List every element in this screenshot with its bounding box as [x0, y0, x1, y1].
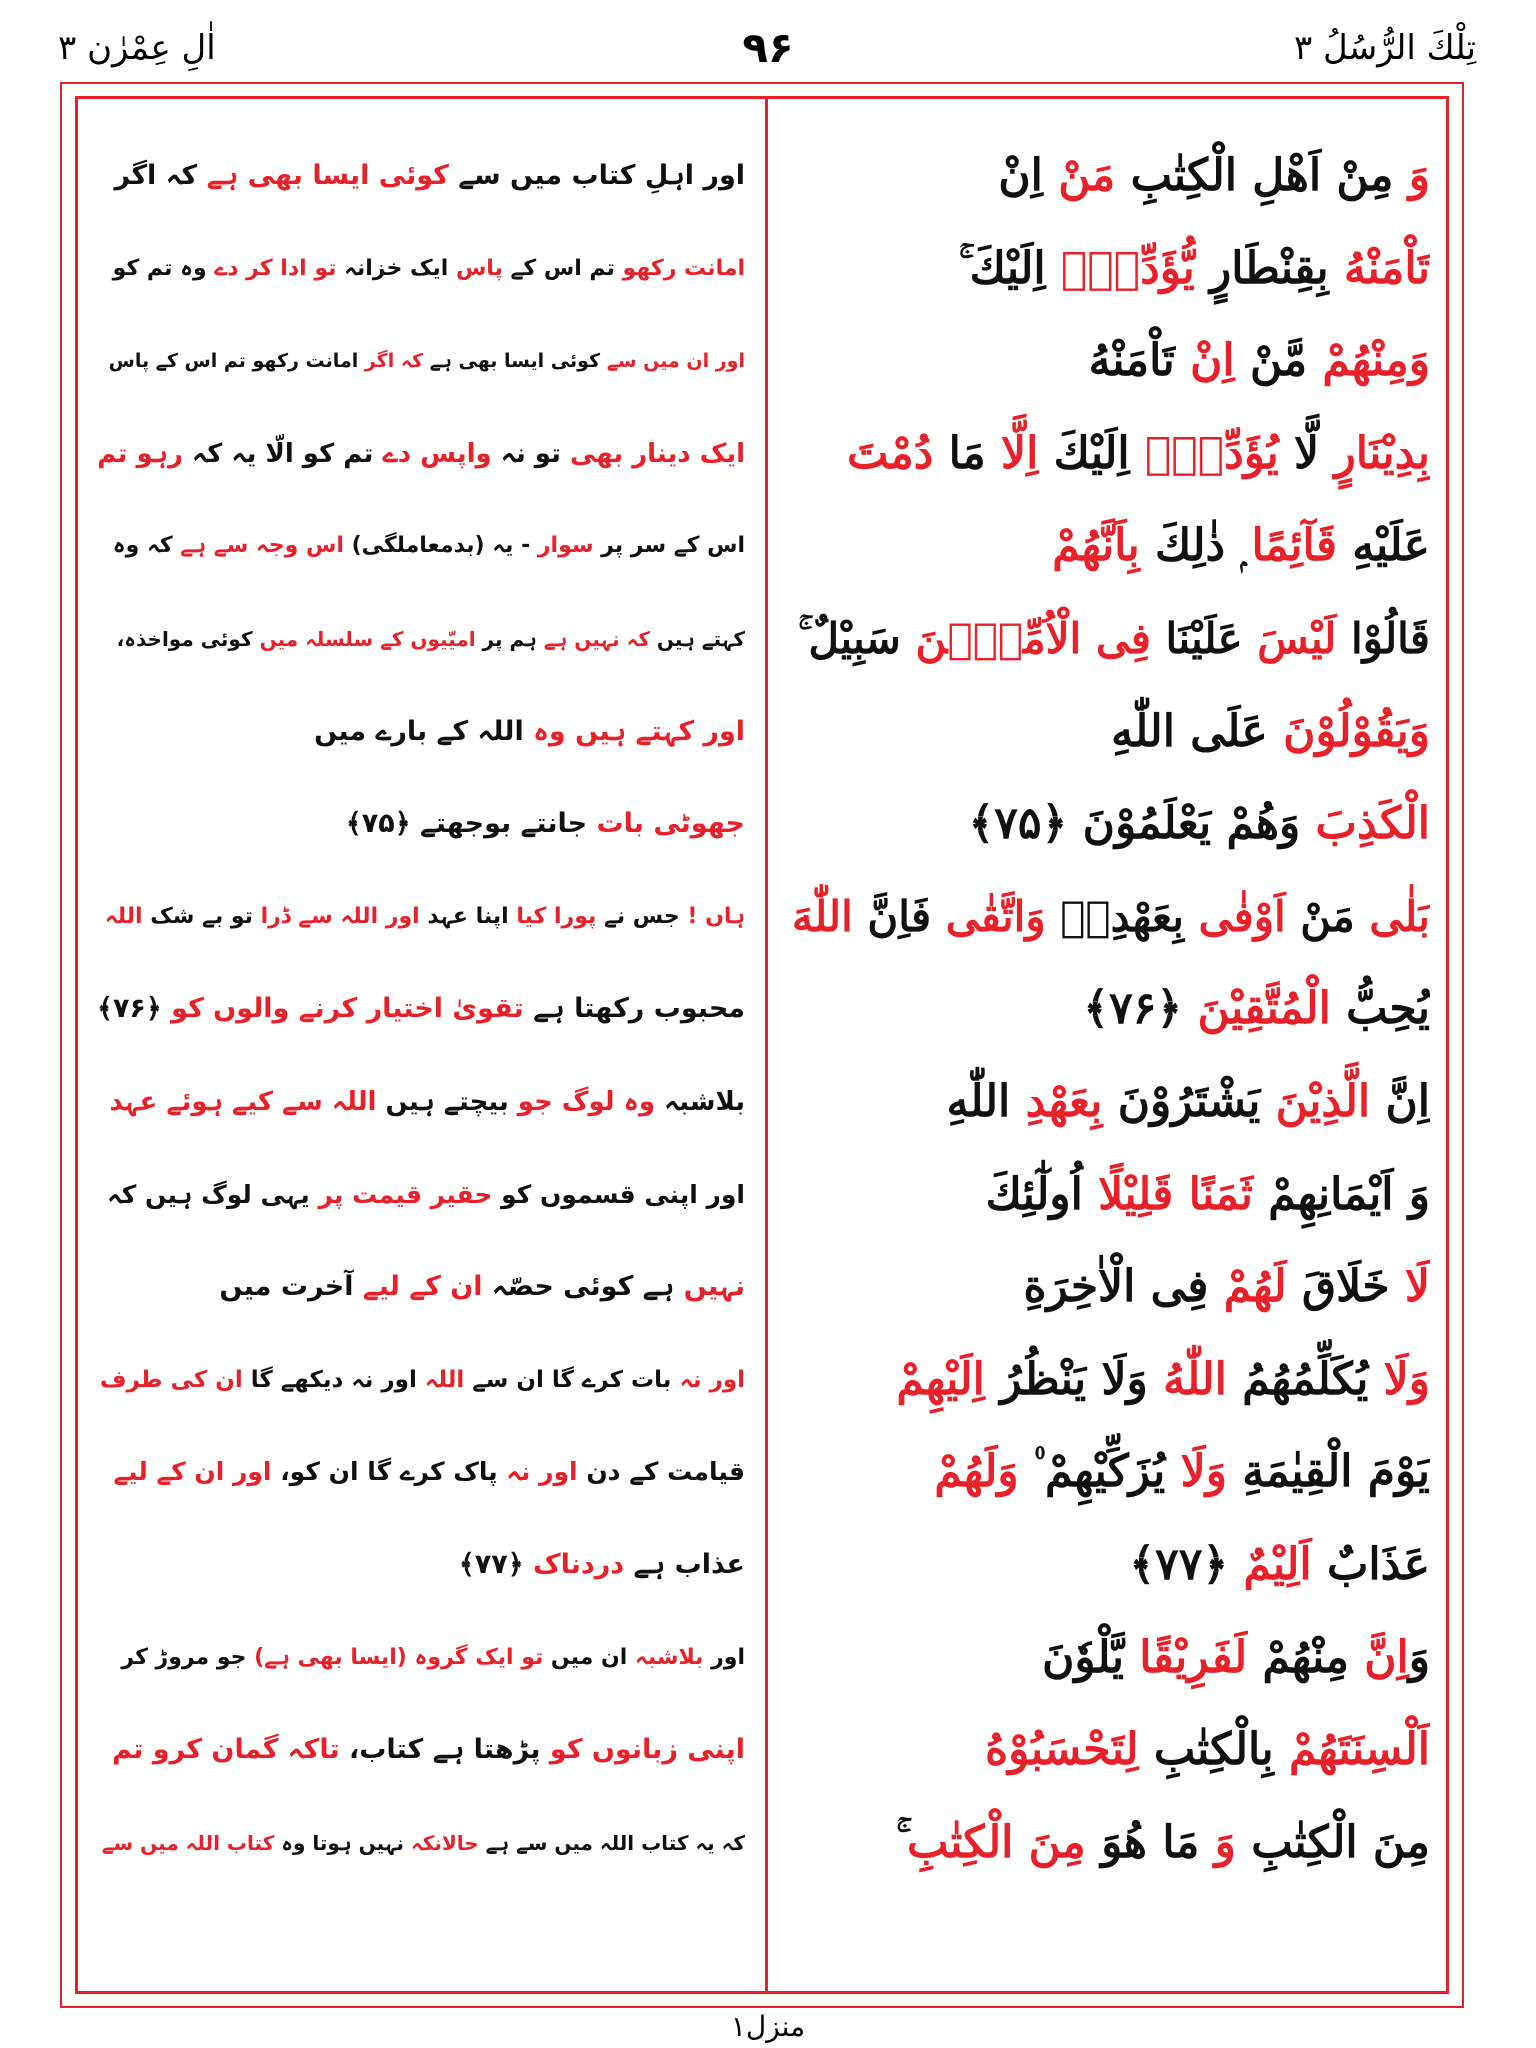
arabic-verse-line-segment: يُكَلِّمُهُمُ — [1226, 1353, 1384, 1405]
arabic-verse-line — [790, 1797, 1430, 1890]
urdu-translation-line — [95, 500, 745, 593]
arabic-verse-line-segment: عَلَى اللّٰهِ — [1111, 705, 1284, 757]
arabic-verse-line-segment: بِدِيْنَارٍ — [1334, 427, 1430, 479]
arabic-verse-line — [790, 500, 1430, 593]
arabic-verse-line-segment: وَ اَيْمَانِهِمْ — [1252, 1168, 1430, 1220]
urdu-translation-line-segment: جھوٹی بات — [596, 808, 745, 840]
urdu-translation-line-segment: اللہ سے کیے ہوئے عہد — [109, 1086, 377, 1117]
urdu-translation-line-segment: کہ اگر — [364, 350, 424, 373]
arabic-verse-line-segment: ۭ ذٰلِكَ — [1139, 520, 1252, 572]
arabic-verse-line-segment: اِلَّا — [1000, 427, 1039, 479]
urdu-translation-line-segment: بات کرے گا ان سے — [464, 1366, 680, 1393]
arabic-verse-line-segment: ﴿۷۶﴾ — [1083, 983, 1198, 1035]
urdu-translation-line-segment: اپنی زبانوں کو — [549, 1734, 745, 1766]
urdu-translation-line-segment: تو بے شک — [142, 903, 261, 929]
arabic-verse-line-segment: مَّنْ — [1234, 335, 1323, 387]
urdu-translation-line-segment: امانت رکھو — [622, 255, 745, 281]
arabic-verse-line-segment: اَلِيْمٌ — [1243, 1538, 1312, 1590]
arabic-verse-line-segment: اِلَيْكَ — [1038, 427, 1145, 479]
arabic-verse-line-segment: وَيَقُوْلُوْنَ — [1283, 705, 1430, 757]
arabic-verse-line-segment: بِعَهْدِ — [1025, 1075, 1103, 1127]
arabic-verse-line — [790, 1519, 1430, 1612]
urdu-translation-line-segment: ان کے لیے — [362, 1271, 483, 1303]
urdu-translation-line-segment: جو مروڑ کر — [121, 1644, 255, 1670]
urdu-translation-line-segment: اور ان میں سے — [606, 350, 745, 373]
urdu-translation-line-segment: ﴿۷۷﴾ — [458, 1548, 533, 1580]
arabic-verse-line — [790, 1426, 1430, 1519]
urdu-translation-line-segment: اور اپنی قسموں کو — [492, 1179, 745, 1209]
arabic-verse-line-segment: اِنْ — [998, 150, 1059, 201]
urdu-translation-line-segment: امانت رکھو تم اس کے پاس — [108, 350, 365, 373]
urdu-translation-line-segment: وہ لوگ جو — [517, 1086, 656, 1117]
urdu-translation-line-segment: اور ان کے لیے — [113, 1457, 272, 1487]
urdu-translation-line — [95, 223, 745, 316]
arabic-verse-line-segment: عَذَابٌ — [1311, 1538, 1430, 1590]
urdu-translation-line-segment: وہ تم کو — [112, 255, 215, 281]
arabic-verse-line — [790, 315, 1430, 408]
urdu-translation-line-segment: یہی لوگ ہیں کہ — [107, 1179, 319, 1209]
arabic-verse-line-segment: لِتَحْسَبُوْهُ — [985, 1724, 1139, 1776]
urdu-translation-line-segment: پورا کیا — [516, 903, 597, 929]
urdu-translation-line-segment: کہ نہیں ہے — [543, 626, 650, 651]
urdu-translation-line-segment: واپس دے — [382, 438, 492, 469]
urdu-translation-line-segment: جانتے بوجھتے ﴿۷۵﴾ — [345, 808, 597, 840]
arabic-verse-line-segment: وَلَهُمْ — [934, 1446, 1019, 1498]
arabic-verse-line-segment: وَلَا — [1383, 1353, 1430, 1405]
arabic-verse-line-segment: تَاْمَنْهُ — [1343, 242, 1430, 294]
urdu-translation-line-segment: اور نہ — [506, 1457, 578, 1487]
arabic-verse-line — [790, 686, 1430, 779]
arabic-verse-line-segment: سَبِيْلٌ ۚ — [798, 613, 916, 663]
arabic-verse-column — [790, 130, 1430, 1889]
arabic-verse-line-segment: الْكَذِبَ — [1315, 798, 1430, 850]
urdu-translation-line — [95, 1612, 745, 1705]
urdu-translation-line-segment: بلاشبہ — [655, 1086, 745, 1117]
arabic-verse-line-segment: اللّٰهُ — [1163, 1353, 1227, 1405]
arabic-verse-line-segment: لَا — [1404, 1261, 1430, 1313]
urdu-translation-line — [95, 593, 745, 686]
urdu-translation-line-segment: اللہ کے بارے میں — [314, 715, 534, 747]
urdu-translation-line-segment: - یہ (بدمعاملگی) — [343, 533, 538, 559]
arabic-verse-line-segment: فِى الْاُمِّيّٖنَ — [915, 613, 1151, 663]
arabic-verse-line — [790, 223, 1430, 316]
urdu-translation-line-segment: عذاب ہے — [624, 1548, 745, 1580]
arabic-verse-line-segment: ۚ — [895, 1816, 907, 1868]
page-number: ۹۶ — [742, 23, 794, 72]
urdu-translation-line — [95, 963, 745, 1056]
urdu-translation-line — [95, 408, 745, 501]
arabic-verse-line — [790, 778, 1430, 871]
urdu-translation-line-segment: اور نہ دیکھے گا — [242, 1366, 425, 1393]
urdu-translation-line-segment: امیّیوں کے سلسلہ میں — [259, 626, 476, 651]
urdu-translation-line — [95, 1149, 745, 1242]
urdu-translation-line-segment: ایک خزانہ — [336, 255, 456, 281]
urdu-translation-line — [95, 1797, 745, 1890]
arabic-verse-line-segment: مِنَ الْكِتٰبِ — [906, 1816, 1086, 1868]
urdu-translation-column — [95, 130, 745, 1889]
urdu-translation-line-segment: تقویٰ اختیار کرنے والوں کو — [171, 993, 524, 1025]
arabic-verse-line-segment: اَلْسِنَتَهُمْ — [1288, 1724, 1430, 1776]
urdu-translation-line — [95, 686, 745, 779]
urdu-translation-line-segment: تو ادا کر دے — [214, 255, 337, 281]
arabic-verse-line-segment: عَلَيْهِ — [1336, 520, 1430, 572]
arabic-verse-line — [790, 1704, 1430, 1797]
urdu-translation-line — [95, 315, 745, 408]
arabic-verse-line — [790, 408, 1430, 501]
urdu-translation-line-segment: اور اہلِ کتاب میں سے — [448, 160, 745, 191]
arabic-verse-line-segment: لَفَرِيْقًا — [1139, 1631, 1248, 1683]
arabic-verse-line — [790, 963, 1430, 1056]
arabic-verse-line-segment: دُمْتَ — [846, 427, 934, 479]
urdu-translation-line-segment: ایک دینار بھی — [569, 438, 745, 469]
arabic-verse-line-segment: بِعَهْدِهٖ — [1045, 891, 1199, 941]
arabic-verse-line-segment: اِنْ — [1190, 335, 1235, 387]
urdu-translation-line-segment: نہیں — [683, 1271, 745, 1303]
urdu-translation-line-segment: قیامت کے دن — [577, 1457, 745, 1487]
urdu-translation-line-segment: تو ایک گروہ (ایسا بھی ہے) — [254, 1644, 544, 1670]
arabic-verse-line — [790, 871, 1430, 964]
arabic-verse-line-segment: مِنَ الْكِتٰبِ — [1235, 1816, 1430, 1868]
urdu-translation-line-segment: حقیر قیمت پر — [318, 1179, 493, 1209]
urdu-translation-line-segment: کہ اگر — [114, 160, 207, 191]
urdu-translation-line — [95, 1241, 745, 1334]
arabic-verse-line-segment: وَ — [1408, 1631, 1430, 1683]
arabic-verse-line-segment: مَنْ — [1058, 150, 1116, 201]
arabic-verse-line-segment: قَآئِمًا — [1251, 520, 1337, 572]
urdu-translation-line-segment: اور — [703, 1644, 745, 1670]
urdu-translation-line-segment: سوار — [537, 533, 594, 559]
arabic-verse-line-segment: الْمُتَّقِيْنَ — [1197, 983, 1331, 1035]
column-divider — [765, 96, 768, 1994]
urdu-translation-line-segment: دردناک — [532, 1548, 625, 1580]
arabic-verse-line-segment: عَلَيْنَا — [1150, 613, 1258, 663]
arabic-verse-line-segment: خَلَاقَ — [1286, 1261, 1405, 1313]
urdu-translation-line-segment: تم کو الّا یہ کہ — [182, 438, 383, 469]
urdu-translation-line-segment: ہاں ! — [687, 903, 745, 929]
urdu-translation-line-segment: ان کی طرف — [99, 1366, 243, 1393]
urdu-translation-line-segment: کہتے ہیں — [649, 626, 745, 651]
urdu-translation-line-segment: تو نہ — [491, 438, 570, 469]
arabic-verse-line-segment: اللّٰهِ — [946, 1075, 1026, 1127]
urdu-translation-line-segment: اور اللہ سے ڈرا — [260, 903, 420, 929]
arabic-verse-line-segment: مِنْهُمْ — [1247, 1631, 1365, 1683]
arabic-verse-line — [790, 1612, 1430, 1705]
arabic-verse-line-segment: لَّا — [1278, 427, 1335, 479]
arabic-verse-line — [790, 1149, 1430, 1242]
header-surah-name-left: اٰلِ عِمْرٰن ۳ — [58, 28, 216, 68]
urdu-translation-line — [95, 1334, 745, 1427]
urdu-translation-line — [95, 1519, 745, 1612]
urdu-translation-line-segment: کہ وہ — [112, 533, 181, 559]
header-surah-part-right: تِلْكَ الرُّسُلُ ۳ — [1293, 28, 1476, 68]
urdu-translation-line-segment: کوئی ایسا بھی ہے — [423, 350, 607, 373]
arabic-verse-line-segment: قَالُوْا — [1336, 613, 1430, 663]
arabic-verse-line-segment: وَمِنْهُمْ — [1322, 335, 1430, 387]
arabic-verse-line-segment: اِنَّ — [1370, 1075, 1430, 1127]
urdu-translation-line-segment: اللہ — [104, 903, 143, 929]
manzil-footer: منزل۱ — [730, 2010, 806, 2043]
arabic-verse-line-segment: لَيْسَ — [1257, 613, 1337, 663]
urdu-translation-line-segment: اس کے سر پر — [593, 533, 745, 559]
arabic-verse-line-segment: بَلٰى — [1369, 891, 1430, 941]
urdu-translation-line-segment: ﴿۷۶﴾ — [97, 993, 172, 1025]
arabic-verse-line-segment: اُولٰٓئِكَ — [985, 1168, 1099, 1220]
arabic-verse-line-segment: مَا — [933, 427, 1001, 479]
arabic-verse-line — [790, 130, 1430, 223]
arabic-verse-line-segment: اِلَيْكَ ۚ — [958, 242, 1061, 294]
arabic-verse-line — [790, 1334, 1430, 1427]
arabic-verse-line-segment: يَوْمَ الْقِيٰمَةِ — [1226, 1446, 1430, 1498]
urdu-translation-line-segment: ہم پر — [475, 626, 544, 651]
urdu-translation-line — [95, 1056, 745, 1149]
arabic-verse-line-segment: وَلَا — [1180, 1446, 1227, 1498]
urdu-translation-line-segment: پاک کرے گا ان کو، — [271, 1457, 507, 1487]
urdu-translation-line-segment: بلاشبہ — [634, 1644, 704, 1670]
arabic-verse-line-segment: مِنْ اَهْلِ الْكِتٰبِ — [1115, 150, 1409, 201]
arabic-verse-line-segment: لَهُمْ — [1223, 1261, 1287, 1313]
arabic-verse-line-segment: بِالْكِتٰبِ — [1138, 1724, 1289, 1776]
arabic-verse-line-segment: وَ — [1214, 1816, 1236, 1868]
urdu-translation-line — [95, 1426, 745, 1519]
arabic-verse-line-segment: يُحِبُّ — [1330, 983, 1430, 1035]
arabic-verse-line-segment: وَلَا يَنْظُرُ — [984, 1353, 1164, 1405]
urdu-translation-line — [95, 1704, 745, 1797]
arabic-verse-line-segment: فَاِنَّ — [852, 891, 946, 941]
arabic-verse-line-segment: مَنْ — [1285, 891, 1370, 941]
arabic-verse-line-segment: يُزَكِّيْهِمْ ۠ — [1018, 1446, 1181, 1498]
urdu-translation-line-segment: محبوب رکھتا ہے — [523, 993, 745, 1025]
urdu-translation-line-segment: نہیں ہوتا وہ — [274, 1830, 411, 1855]
arabic-verse-line-segment: بِقِنْطَارٍ — [1194, 242, 1344, 294]
urdu-translation-line-segment: اور کہتے ہیں وہ — [533, 715, 745, 747]
urdu-translation-line-segment: رہو تم — [97, 438, 183, 469]
arabic-verse-line-segment: اِلَيْهِمْ — [896, 1353, 985, 1405]
arabic-verse-line-segment: الَّذِيْنَ — [1275, 1075, 1371, 1127]
arabic-verse-line — [790, 1241, 1430, 1334]
arabic-verse-line-segment: فِى الْاٰخِرَةِ — [1023, 1261, 1224, 1313]
urdu-translation-line-segment: تم اس کے — [502, 255, 623, 281]
urdu-translation-line-segment: آخرت میں — [219, 1271, 363, 1303]
urdu-translation-line-segment: جس نے — [596, 903, 688, 929]
urdu-translation-line-segment: تاکہ گمان کرو تم — [112, 1734, 340, 1766]
arabic-verse-line-segment: بِاَنَّهُمْ — [1052, 520, 1140, 572]
urdu-translation-line-segment: حالانکہ — [410, 1830, 479, 1855]
urdu-translation-line-segment: بیچتے ہیں — [376, 1086, 518, 1117]
arabic-verse-line — [790, 593, 1430, 686]
urdu-translation-line-segment: کہ یہ کتاب اللہ میں سے ہے — [478, 1830, 745, 1855]
arabic-verse-line-segment: ثَمَنًا قَلِيْلًا — [1098, 1168, 1253, 1220]
urdu-translation-line-segment: اور نہ — [679, 1366, 745, 1393]
urdu-translation-line-segment: کتاب اللہ میں سے — [101, 1830, 275, 1855]
arabic-verse-line-segment: يَشْتَرُوْنَ — [1102, 1075, 1276, 1127]
urdu-translation-line-segment: ہے کوئی حصّہ — [482, 1271, 684, 1303]
arabic-verse-line — [790, 1056, 1430, 1149]
arabic-verse-line-segment: يُّؤَدِّهٖٓ — [1060, 242, 1195, 294]
urdu-translation-line-segment: پڑھتا ہے کتاب، — [339, 1734, 550, 1766]
arabic-verse-line-segment: اللّٰهَ — [791, 891, 853, 941]
arabic-verse-line-segment: تَاْمَنْهُ — [1088, 335, 1191, 387]
arabic-verse-line-segment: يُؤَدِّهٖٓ — [1144, 427, 1279, 479]
arabic-verse-line-segment: يَّلْوٗنَ — [1042, 1631, 1140, 1683]
arabic-verse-line-segment: وَاتَّقٰى — [945, 891, 1046, 941]
urdu-translation-line-segment: اللہ — [424, 1366, 465, 1393]
urdu-translation-line-segment: اپنا عہد — [419, 903, 517, 929]
arabic-verse-line-segment: وَهُمْ يَعْلَمُوْنَ ﴿۷۵﴾ — [968, 798, 1316, 850]
arabic-verse-line-segment: اِنَّ — [1364, 1631, 1409, 1683]
urdu-translation-line-segment: کوئی ایسا بھی ہے — [206, 160, 449, 191]
arabic-verse-line-segment: وَ — [1408, 150, 1430, 201]
urdu-translation-line-segment: ان میں — [543, 1644, 635, 1670]
urdu-translation-line — [95, 130, 745, 223]
urdu-translation-line — [95, 778, 745, 871]
arabic-verse-line-segment: مَا هُوَ — [1085, 1816, 1215, 1868]
urdu-translation-line — [95, 871, 745, 964]
urdu-translation-line-segment: اس وجہ سے ہے — [180, 533, 344, 559]
urdu-translation-line-segment: پاس — [455, 255, 503, 281]
urdu-translation-line-segment: کوئی مواخذہ، — [116, 626, 260, 651]
arabic-verse-line-segment: اَوْفٰى — [1198, 891, 1286, 941]
arabic-verse-line-segment: ﴿۷۷﴾ — [1129, 1538, 1244, 1590]
